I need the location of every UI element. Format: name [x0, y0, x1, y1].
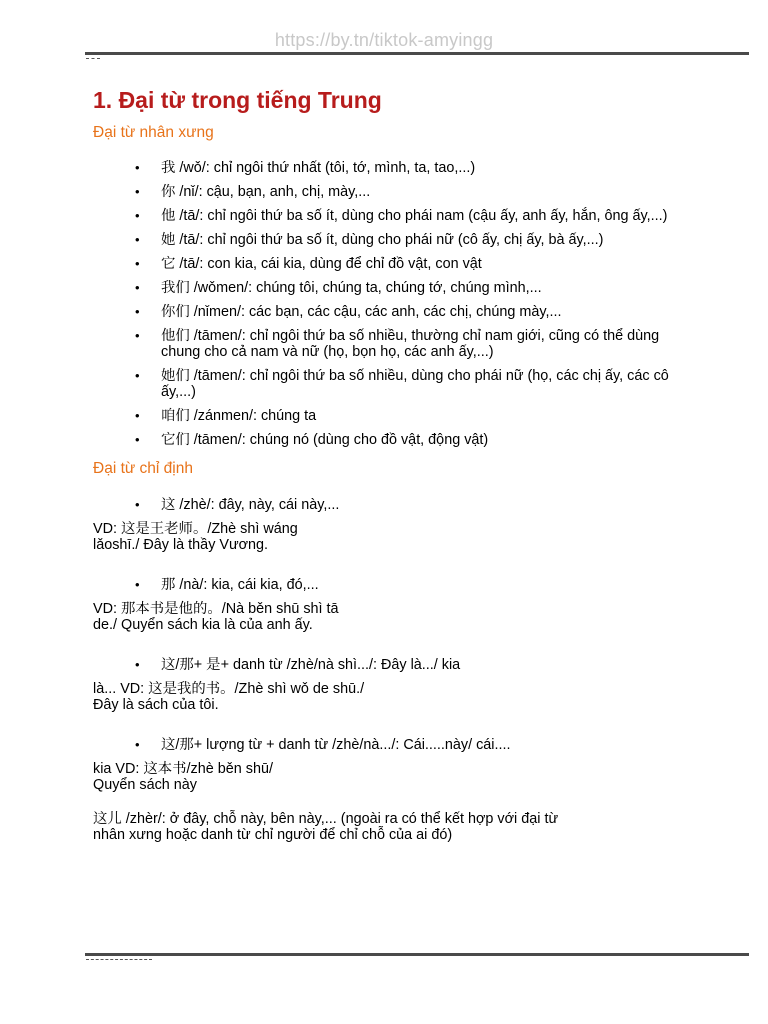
footer-rule — [85, 953, 749, 956]
demonstrative-list-3 — [93, 657, 673, 673]
list-item: • 这/那+ lượng từ + danh từ /zhè/nà.../: Cái.....này/ cái.... — [93, 737, 673, 753]
footer-rule-marks — [86, 959, 152, 960]
list-item: • 它 /tā/: con kia, cái kia, dùng để chỉ đồ vật, con vật — [93, 256, 673, 272]
document-body — [93, 86, 673, 843]
list-item: • 你们 /nǐmen/: các bạn, các cậu, các anh, các chị, chúng mày,... — [93, 304, 673, 320]
header-rule-marks — [86, 58, 100, 59]
list-item: • 他们 /tāmen/: chỉ ngôi thứ ba số nhiều, thường chỉ nam giới, cũng có thể dùng chung cho cả nam và nữ (họ, bọn họ, các anh ấy,...) — [93, 328, 673, 360]
list-item: • 我 /wǒ/: chỉ ngôi thứ nhất (tôi, tớ, mình, ta, tao,...) — [93, 160, 673, 176]
list-item: • 她 /tā/: chỉ ngôi thứ ba số ít, dùng cho phái nữ (cô ấy, chị ấy, bà ấy,...) — [93, 232, 673, 248]
header-rule — [85, 52, 749, 55]
list-item: • 那 /nà/: kia, cái kia, đó,... — [93, 577, 673, 593]
example-text: VD: 这是王老师。/Zhè shì wáng lǎoshī./ Đây là thầy Vương. — [93, 521, 298, 553]
list-item: • 你 /nǐ/: cậu, bạn, anh, chị, mày,... — [93, 184, 673, 200]
demonstrative-list-1 — [93, 497, 673, 513]
page-title: 1. Đại từ trong tiếng Trung — [93, 87, 382, 113]
demonstrative-list-2 — [93, 577, 673, 593]
note-text: 这儿 /zhèr/: ở đây, chỗ này, bên này,... (ngoài ra có thể kết hợp với đại từ nhân xưng hoặc danh từ chỉ người để chỉ chỗ của ai đó) — [93, 811, 559, 843]
example-text: là... VD: 这是我的书。/Zhè shì wǒ de shū./ Đây là sách của tôi. — [93, 681, 365, 713]
example-text: kia VD: 这本书/zhè běn shū/ Quyển sách này — [93, 761, 273, 793]
demonstrative-list-4 — [93, 737, 673, 753]
list-item: • 这/那+ 是+ danh từ /zhè/nà shì.../: Đây là.../ kia — [93, 657, 673, 673]
section-heading-demonstrative-pronouns: Đại từ chỉ định — [93, 460, 193, 477]
example-text: VD: 那本书是他的。/Nà běn shū shì tā de./ Quyển sách kia là của anh ấy. — [93, 601, 339, 633]
list-item: • 这 /zhè/: đây, này, cái này,... — [93, 497, 673, 513]
list-item: • 她们 /tāmen/: chỉ ngôi thứ ba số nhiều, dùng cho phái nữ (họ, các chị ấy, các cô ấy,...) — [93, 368, 673, 400]
list-item: • 他 /tā/: chỉ ngôi thứ ba số ít, dùng cho phái nam (cậu ấy, anh ấy, hắn, ông ấy,...) — [93, 208, 673, 224]
watermark-url: https://by.tn/tiktok-amyingg — [274, 30, 494, 50]
list-item: • 它们 /tāmen/: chúng nó (dùng cho đồ vật, động vật) — [93, 432, 673, 448]
list-item: • 咱们 /zánmen/: chúng ta — [93, 408, 673, 424]
list-item: • 我们 /wǒmen/: chúng tôi, chúng ta, chúng tớ, chúng mình,... — [93, 280, 673, 296]
section-heading-personal-pronouns: Đại từ nhân xưng — [93, 124, 214, 141]
personal-pronoun-list — [93, 160, 673, 448]
